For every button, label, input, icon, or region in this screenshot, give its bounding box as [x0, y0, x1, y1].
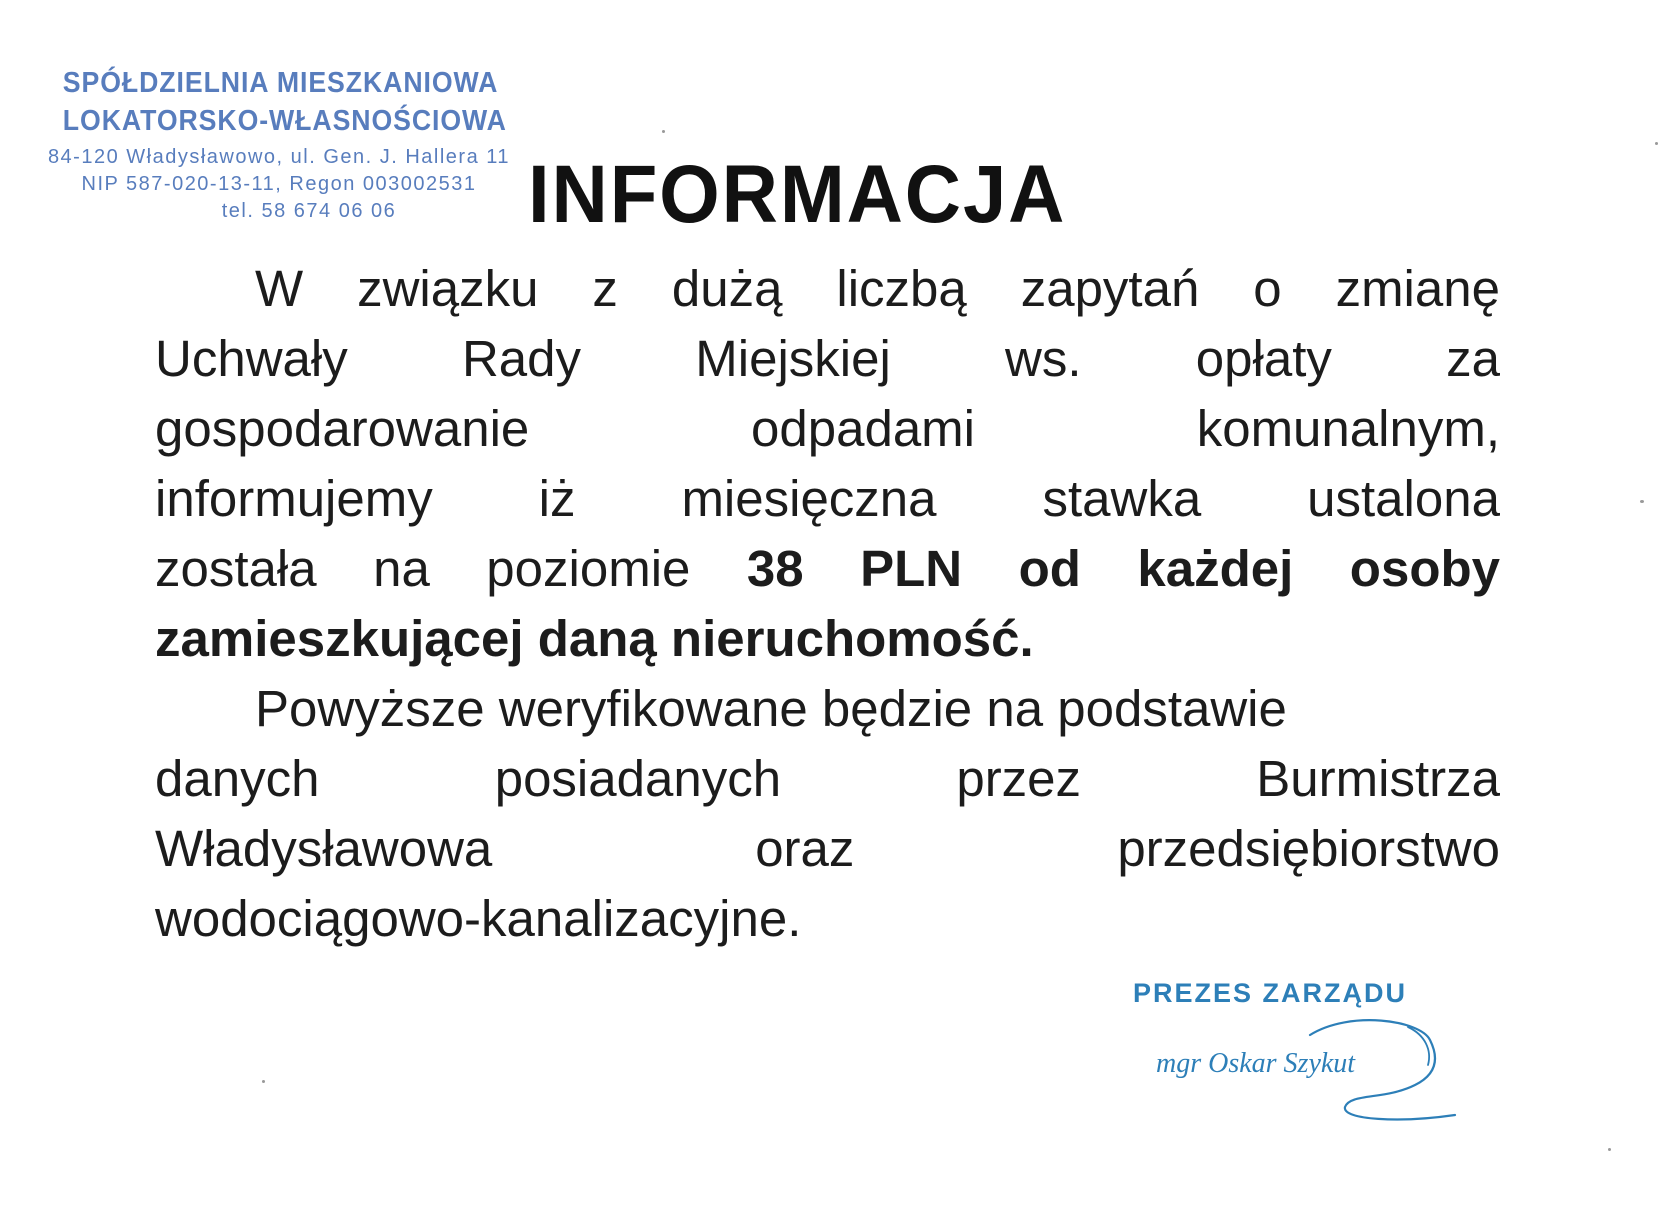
stamp-phone: tel. 58 674 06 06	[221, 200, 397, 222]
word: każdej	[1137, 540, 1294, 597]
document-body	[155, 254, 1500, 954]
word: liczbą	[836, 260, 967, 317]
signatory-name: mgr Oskar Szykut	[1156, 1048, 1356, 1079]
rate-amount: 38	[746, 540, 804, 597]
word: Władysławowa	[155, 820, 493, 877]
word: została	[155, 540, 317, 597]
word: na	[373, 540, 430, 597]
scan-speck	[1640, 500, 1644, 503]
word: danych	[155, 750, 320, 807]
word: miesięczna	[681, 470, 937, 527]
scan-speck	[662, 130, 665, 133]
word: ustalona	[1307, 470, 1500, 527]
word: posiadanych	[494, 750, 782, 807]
signatory-title: PREZES ZARZĄDU	[1133, 978, 1408, 1008]
stamp-line-2: LOKATORSKO-WŁASNOŚCIOWA	[62, 105, 507, 137]
word: dużą	[671, 260, 783, 317]
paragraph-1-line-3	[155, 394, 1500, 464]
paragraph-1-line-6	[155, 604, 1500, 674]
word: Miejskiej	[695, 330, 891, 387]
word: stawka	[1042, 470, 1202, 527]
paragraph-1-line-1	[155, 254, 1500, 324]
word: iż	[538, 470, 576, 527]
paragraph-1-line-2	[155, 324, 1500, 394]
word: informujemy	[155, 470, 433, 527]
word: za	[1446, 330, 1500, 387]
word: gospodarowanie	[155, 400, 530, 457]
paragraph-1-line-4	[155, 464, 1500, 534]
word: poziomie	[486, 540, 691, 597]
stamp-nip-regon: NIP 587-020-13-11, Regon 003002531	[81, 173, 477, 195]
word: z	[592, 260, 618, 317]
word: odpadami	[751, 400, 975, 457]
cooperative-stamp	[44, 64, 514, 225]
word: ws.	[1005, 330, 1082, 387]
word: Burmistrza	[1256, 750, 1500, 807]
rate-currency: PLN	[860, 540, 963, 597]
word: opłaty	[1195, 330, 1332, 387]
handwritten-signature-icon	[1290, 1015, 1470, 1135]
word: przez	[956, 750, 1082, 807]
paragraph-1-line-5	[155, 534, 1500, 604]
word: W	[255, 260, 304, 317]
scan-speck	[262, 1080, 265, 1083]
paragraph-2-line-4	[155, 884, 1500, 954]
word: osoby	[1349, 540, 1500, 597]
word: oraz	[755, 820, 855, 877]
word: Uchwały	[155, 330, 348, 387]
paragraph-2-line-2	[155, 744, 1500, 814]
word: Rady	[461, 330, 582, 387]
paragraph-2-line-3	[155, 814, 1500, 884]
word: zapytań	[1020, 260, 1200, 317]
word: komunalnym,	[1196, 400, 1500, 457]
word: od	[1018, 540, 1081, 597]
scan-speck	[1655, 142, 1658, 145]
stamp-address: 84-120 Władysławowo, ul. Gen. J. Hallera 11	[47, 146, 511, 168]
emphasis-text: zamieszkującej daną nieruchomość.	[155, 610, 1034, 667]
paragraph-2-line-1	[155, 674, 1500, 744]
word: o	[1253, 260, 1282, 317]
word: związku	[357, 260, 539, 317]
paragraph-2-text: Powyższe weryfikowane będzie na podstawie	[255, 680, 1287, 737]
scan-speck	[1608, 1148, 1611, 1151]
word: zmianę	[1335, 260, 1500, 317]
paragraph-2-text: wodociągowo-kanalizacyjne.	[155, 890, 802, 947]
stamp-line-1: SPÓŁDZIELNIA MIESZKANIOWA	[62, 67, 499, 99]
document-title: INFORMACJA	[528, 149, 1067, 240]
word: przedsiębiorstwo	[1117, 820, 1500, 877]
